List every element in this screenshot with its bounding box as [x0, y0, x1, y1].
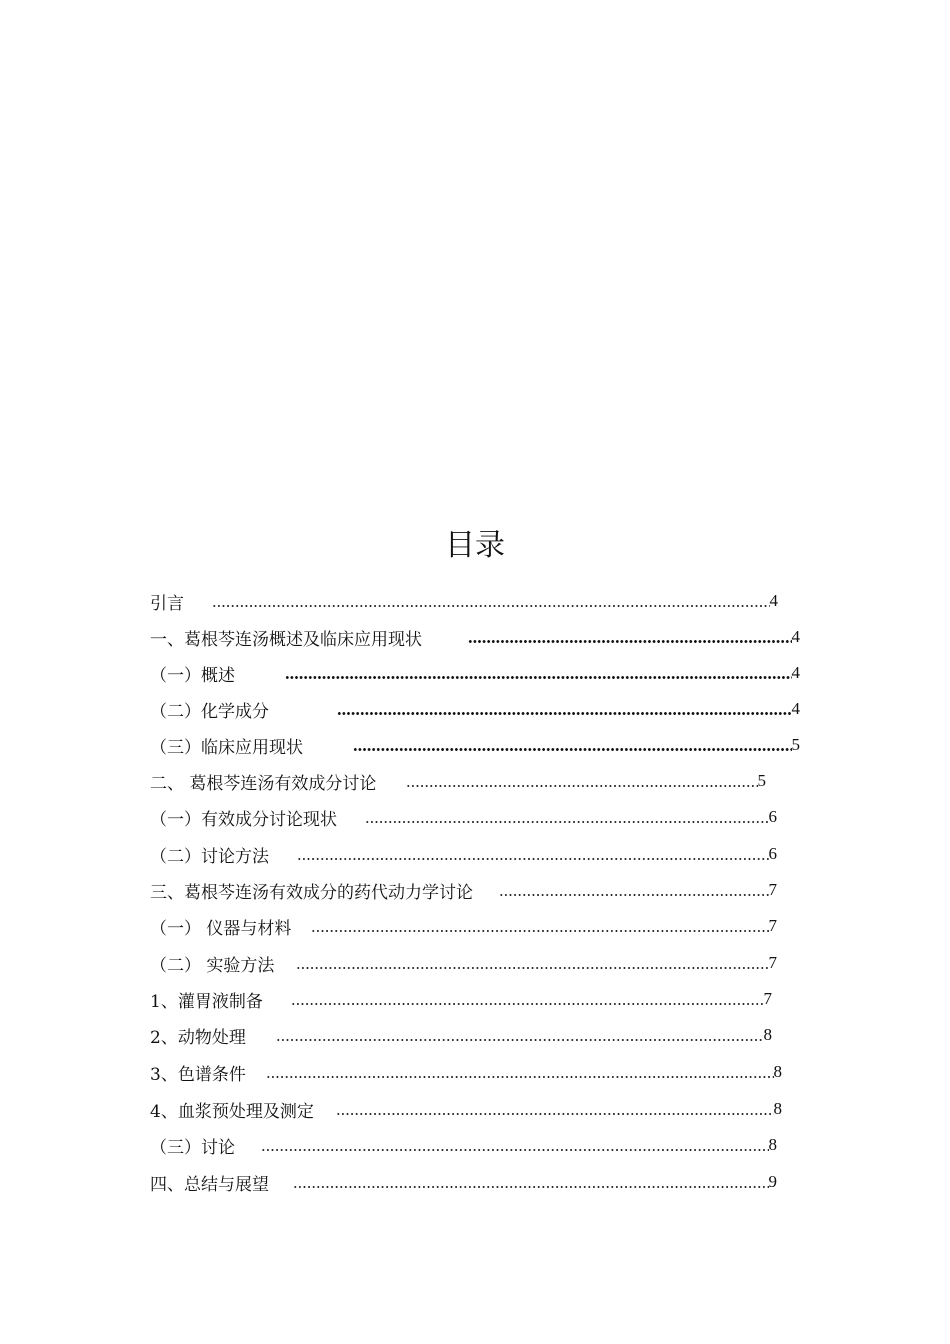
toc-entry[interactable]: [150, 1169, 777, 1195]
toc-entry-page: 6: [768, 844, 777, 863]
toc-entry-page: 6: [768, 807, 777, 826]
toc-entry-label: （二）讨论方法: [150, 846, 269, 867]
dot-leader: [406, 768, 757, 794]
dot-leader: [337, 696, 792, 722]
toc-entry[interactable]: [150, 1096, 782, 1122]
toc-entry-page: 7: [768, 916, 777, 935]
toc-entry-page: 8: [768, 1135, 777, 1154]
toc-entry[interactable]: [150, 768, 766, 794]
toc-entry-page: 9: [768, 1172, 777, 1191]
toc-entry-page: 4: [769, 591, 778, 610]
toc-entry[interactable]: [150, 913, 777, 939]
dot-leader: [336, 1096, 774, 1122]
dot-leader: [285, 660, 792, 686]
dot-leader: [293, 1169, 769, 1195]
dot-leader: [212, 588, 770, 614]
toc-entry[interactable]: [150, 696, 800, 722]
dot-leader: [365, 804, 769, 830]
toc-entry[interactable]: [150, 1022, 772, 1048]
toc-entry-label: （三）讨论: [150, 1137, 235, 1158]
dot-leader: [499, 877, 769, 903]
dot-leader: [297, 841, 769, 867]
dot-leader: [468, 624, 792, 650]
toc-entry[interactable]: [150, 660, 800, 686]
toc-entry[interactable]: [150, 624, 800, 650]
toc-entry-page: 4: [791, 627, 800, 646]
toc-entry[interactable]: [150, 986, 772, 1012]
toc-entry[interactable]: [150, 950, 777, 976]
toc-entry-label: 一、葛根芩连汤概述及临床应用现状: [150, 629, 422, 650]
dot-leader: [291, 986, 764, 1012]
toc-entry-page: 7: [768, 953, 777, 972]
toc-entry-page: 5: [757, 771, 766, 790]
toc-entry-label: 三、葛根芩连汤有效成分的药代动力学讨论: [150, 882, 473, 903]
dot-leader: [276, 1022, 764, 1048]
toc-entry-label: 引言: [150, 593, 184, 614]
dot-leader: [261, 1132, 769, 1158]
toc-entry-label: 四、总结与展望: [150, 1174, 269, 1195]
toc-entry[interactable]: [150, 1132, 777, 1158]
toc-entry-page: 4: [791, 699, 800, 718]
toc-entry-page: 8: [773, 1099, 782, 1118]
toc-entry-page: 7: [768, 880, 777, 899]
toc-entry-label: （二）化学成分: [150, 701, 269, 722]
toc-entry-label: （二） 实验方法: [150, 955, 275, 976]
dot-leader: [266, 1059, 774, 1085]
toc-title: 目录: [445, 528, 505, 563]
toc-entry-page: 8: [773, 1062, 782, 1081]
toc-entry-label: （一）概述: [150, 665, 235, 686]
toc-entry[interactable]: [150, 877, 777, 903]
dot-leader: [311, 913, 768, 939]
toc-entry-page: 5: [791, 735, 800, 754]
toc-entry[interactable]: [150, 588, 778, 614]
toc-entry-label: 2、动物处理: [150, 1027, 246, 1048]
toc-entry-page: 4: [791, 663, 800, 682]
toc-entry-page: 8: [763, 1025, 772, 1044]
dot-leader: [353, 732, 792, 758]
toc-entry-label: （三）临床应用现状: [150, 737, 303, 758]
toc-entry[interactable]: [150, 732, 800, 758]
toc-entry-label: 4、血浆预处理及测定: [150, 1101, 314, 1122]
toc-entry-label: 3、色谱条件: [150, 1064, 246, 1085]
toc-entry[interactable]: [150, 1059, 782, 1085]
toc-entry-label: （一）有效成分讨论现状: [150, 809, 337, 830]
toc-entry-label: 二、 葛根芩连汤有效成分讨论: [150, 773, 377, 794]
toc-entry[interactable]: [150, 841, 777, 867]
toc-entry-label: 1、灌胃液制备: [150, 991, 263, 1012]
dot-leader: [296, 950, 768, 976]
toc-entry[interactable]: [150, 804, 777, 830]
toc-entry-page: 7: [763, 989, 772, 1008]
toc-entry-label: （一） 仪器与材料: [150, 918, 292, 939]
